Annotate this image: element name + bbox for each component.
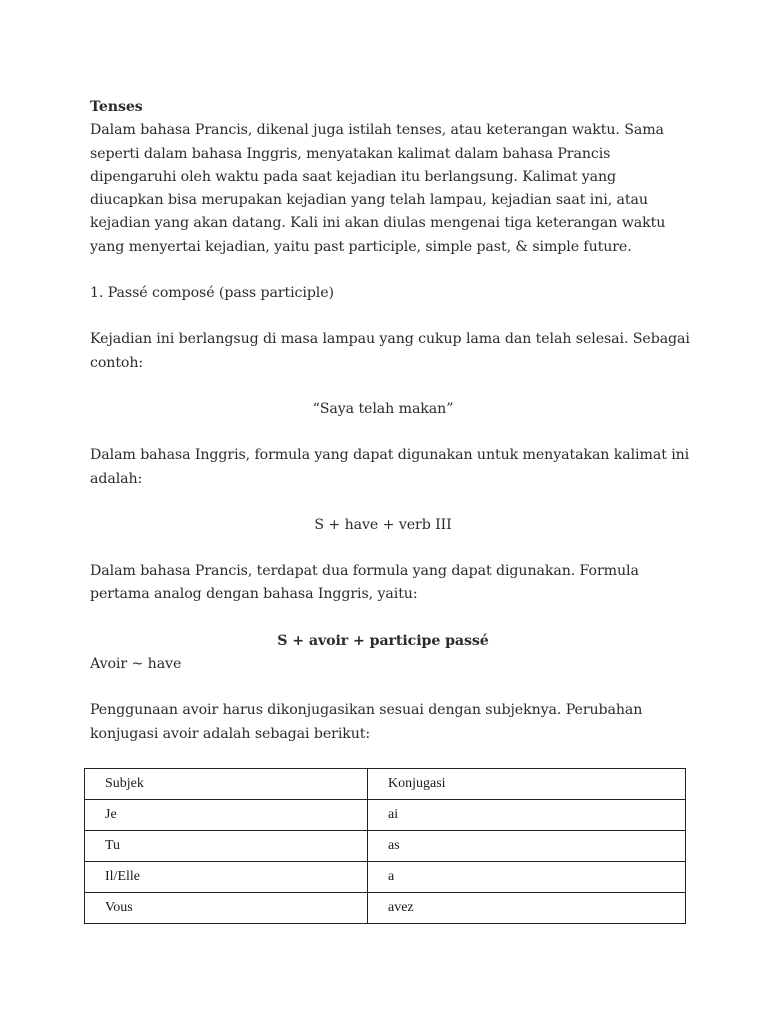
english-formula-description: Dalam bahasa Inggris, formula yang dapat digunakan untuk menyatakan kalimat ini adalah: [90, 447, 690, 487]
section-description: Kejadian ini berlangsug di masa lampau yang cukup lama dan telah selesai. Sebagai contoh: [90, 331, 690, 371]
example-sentence: “Saya telah makan” [312, 400, 454, 417]
table-cell-subject: Je [85, 800, 368, 831]
section-title: 1. Passé composé (pass participle) [90, 285, 334, 302]
table-cell-subject: Il/Elle [85, 862, 368, 893]
french-formula-description: Dalam bahasa Prancis, terdapat dua formula yang dapat digunakan. Formula pertama analog dengan bahasa Inggris, yaitu: [90, 563, 639, 603]
table-cell-subject: Vous [85, 893, 368, 924]
table-row [85, 831, 686, 862]
document-body [90, 96, 690, 746]
conjugation-table [84, 768, 686, 924]
intro-paragraph: Dalam bahasa Prancis, dikenal juga istilah tenses, atau keterangan waktu. Sama seperti dalam bahasa Inggris, menyatakan kalimat dalam bahasa Prancis dipengaruhi oleh waktu pada saat kejadian itu berlangsung. Kalimat yang diucapkan bisa merupakan kejadian yang telah lampau, kejadian saat ini, atau kejadian yang akan datang. Kali ini akan diulas mengenai tiga keterangan waktu yang menyertai kejadian, yaitu past participle, simple past, & simple future. [90, 122, 666, 255]
french-formula: S + avoir + participe passé [277, 632, 489, 649]
table-row [85, 800, 686, 831]
table-cell-subject: Tu [85, 831, 368, 862]
table-row [85, 862, 686, 893]
english-formula: S + have + verb III [314, 516, 452, 533]
table-cell-conjugation: as [368, 831, 686, 862]
table-header-row [85, 769, 686, 800]
table-header-cell: Subjek [85, 769, 368, 800]
table-header-cell: Konjugasi [368, 769, 686, 800]
table-row [85, 893, 686, 924]
page-title: Tenses [90, 99, 143, 115]
conjugation-description: Penggunaan avoir harus dikonjugasikan sesuai dengan subjeknya. Perubahan konjugasi avoir adalah sebagai berikut: [90, 702, 643, 742]
avoir-note: Avoir ~ have [90, 656, 182, 673]
table-cell-conjugation: ai [368, 800, 686, 831]
table-cell-conjugation: avez [368, 893, 686, 924]
table-cell-conjugation: a [368, 862, 686, 893]
